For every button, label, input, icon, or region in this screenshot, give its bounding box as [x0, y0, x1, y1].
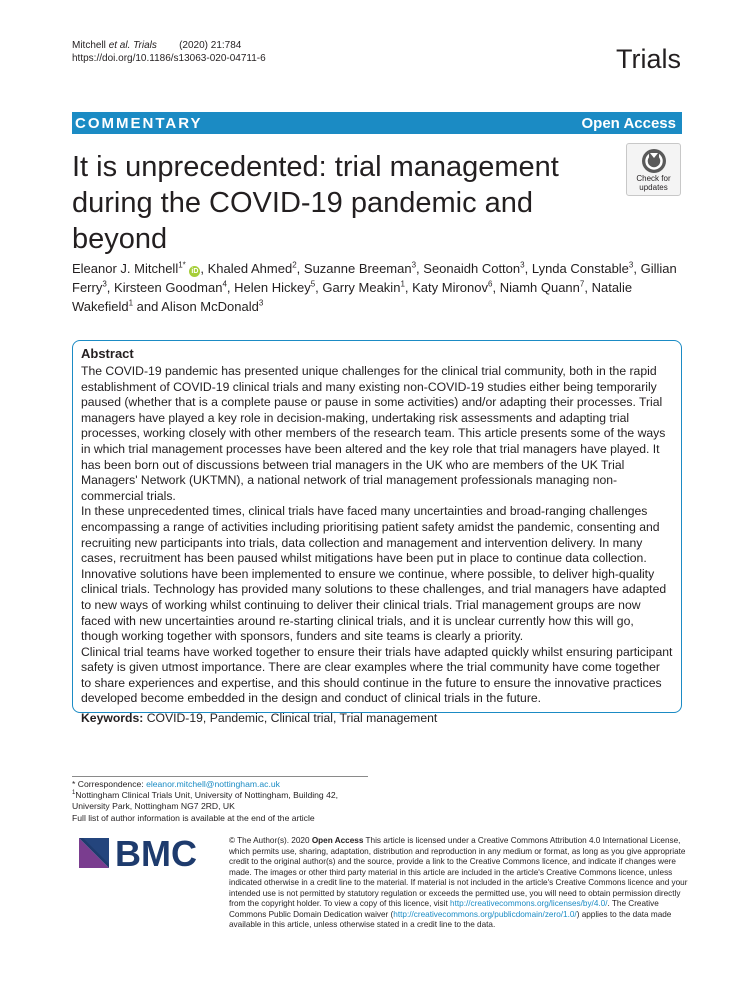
author-name: Niamh Quann — [499, 280, 580, 295]
license-text-1: This article is licensed under a Creative Commons Attribution 4.0 International License, which permits use, sharing, adaptation, distribution and reproduction in any medium or format, as long as you give appropriate credit to the original author(s) and the source, provide a link to the Creative Commons licence, and indicate if changes were made. The images or other third party material in this article are included in the article's Creative Commons licence, unless indicated otherwise in a credit line to the material. If material is not included in the article's Creative Commons licence and your intended use is not permitted by statutory regulation or exceeds the permitted use, you will need to obtain permission directly from the copyright holder. To view a copy of this licence, visit — [229, 836, 688, 908]
author-name: Helen Hickey — [234, 280, 311, 295]
bmc-logo — [79, 832, 213, 872]
volume-info: (2020) 21:784 — [179, 40, 242, 51]
author-affiliation-sup: 1 — [128, 298, 134, 308]
author-affiliation-sup: 3 — [520, 260, 525, 270]
cc-by-link[interactable]: http://creativecommons.org/licenses/by/4.0/ — [450, 899, 608, 908]
copyright: © The Author(s). 2020 — [229, 836, 310, 845]
orcid-icon[interactable]: iD — [191, 268, 199, 275]
full-author-info-note: Full list of author information is available at the end of the article — [72, 812, 315, 823]
bmc-logo-text: BMC — [115, 833, 197, 872]
author-affiliation-sup: 3 — [258, 298, 264, 308]
check-updates-line2: updates — [639, 183, 668, 192]
author-separator: , — [584, 280, 592, 295]
author[interactable] — [423, 261, 524, 276]
cc-zero-link[interactable]: http://creativecommons.org/publicdomain/zero/1.0/ — [393, 909, 577, 919]
correspondence-label: * Correspondence: — [72, 779, 144, 789]
license-text-2: . The Creative Commons Public Domain Dedication waiver ( — [229, 899, 659, 919]
correspondence-email[interactable]: eleanor.mitchell@nottingham.ac.uk — [146, 779, 280, 789]
author-separator: , — [416, 261, 424, 276]
license-open-access: Open Access — [311, 836, 364, 845]
abstract-box — [72, 340, 682, 726]
author-separator: and — [133, 299, 162, 314]
author-name: Katy Mironov — [412, 280, 488, 295]
author-affiliation-sup: 2 — [292, 260, 297, 270]
author-name: Garry Meakin — [322, 280, 401, 295]
author-affiliation-sup: 3 — [628, 260, 634, 270]
keywords-label: Keywords: — [81, 711, 144, 726]
check-updates-line1: Check for — [636, 174, 671, 183]
author-name: Lynda Constable — [531, 261, 629, 276]
author-name: Khaled Ahmed — [207, 261, 293, 276]
abstract-paragraph-1: The COVID-19 pandemic has presented unique challenges for the clinical trial community, both in the rapid establishment of COVID-19 clinical trials and many existing non-COVID-19 studies either being temporarily paused (whether that is a complete pause or pause in some activities) and/or adapting their processes. Trial managers have played a key role in decision-making, undertaking risk assessments and adapting trial processes, working closely with other members of the research team. This article presents some of the ways in which trial management processes have been altered and the key role that trial managers have played. It has been born out of discussions between trial managers in the UK who are members of the UK Trial Managers' Network (UKTMN), a national network of trial management professionals managing non-commercial trials. — [81, 364, 666, 503]
author[interactable] — [234, 280, 315, 295]
license-text-3: ) applies to the data made available in this article, unless otherwise stated in a credit line to the data. — [229, 909, 672, 929]
author[interactable] — [161, 299, 263, 314]
author-separator: , — [492, 280, 500, 295]
author-affiliation-sup: 4 — [222, 279, 227, 289]
author-affiliation-sup: 3 — [102, 279, 107, 289]
et-al: et al. — [108, 40, 131, 51]
author-name: Kirsteen Goodman — [114, 280, 223, 295]
abstract-heading: Abstract — [81, 346, 134, 361]
check-for-updates-button[interactable] — [626, 143, 681, 196]
article-title: It is unprecedented: trial management during the COVID-19 pandemic and beyond — [72, 151, 559, 255]
author-name: Alison McDonald — [161, 299, 259, 314]
author[interactable] — [304, 261, 416, 276]
author-separator: , — [524, 261, 532, 276]
affiliation-line-1: Nottingham Clinical Trials Unit, University of Nottingham, Building 42, — [75, 790, 339, 801]
license-text — [229, 836, 689, 931]
article-type: COMMENTARY — [75, 114, 203, 132]
author-affiliation-sup: 6 — [488, 279, 493, 289]
author-separator: , — [200, 261, 208, 276]
author-affiliation-sup: 3 — [411, 260, 417, 270]
author-separator: , — [296, 261, 304, 276]
author-separator: , — [633, 261, 641, 276]
author-list — [72, 259, 684, 316]
author-affiliation-sup: 5 — [310, 279, 316, 289]
journal-italic: Trials — [133, 40, 157, 51]
footnotes — [72, 779, 432, 824]
article-type-bar — [72, 112, 682, 134]
keywords-list: COVID-19, Pandemic, Clinical trial, Trial management — [146, 711, 438, 726]
author-name: Gillian Ferry — [72, 261, 677, 295]
check-updates-icon — [641, 148, 667, 174]
author-affiliation-sup: 1 — [400, 279, 405, 289]
author-name: Eleanor J. Mitchell — [72, 261, 179, 276]
running-header — [72, 39, 266, 65]
open-access-label: Open Access — [581, 114, 676, 132]
author[interactable] — [532, 261, 634, 276]
author-separator: , — [404, 280, 413, 295]
author-separator: , — [226, 280, 235, 295]
footnote-divider — [72, 776, 368, 777]
author[interactable] — [208, 261, 297, 276]
author[interactable] — [500, 280, 585, 295]
abstract-paragraph-3: Clinical trial teams have worked together to ensure their trials have adapted quickly whilst ensuring participant safety is given utmost importance. There are clear examples where the trial community have come together to share experiences and expertise, and this should continue in the future to ensure the innovative practices developed become embedded in the design and conduct of clinical trials in the future. — [81, 644, 673, 706]
journal-name: Trials — [616, 44, 681, 74]
keywords — [81, 711, 673, 725]
affiliation-number: 1 — [72, 790, 76, 797]
author[interactable] — [322, 280, 404, 295]
author[interactable] — [72, 261, 200, 276]
author-affiliation-sup: 7 — [579, 279, 585, 289]
author-name: Natalie Wakefield — [72, 280, 633, 314]
author-separator: , — [315, 280, 323, 295]
doi-link[interactable]: https://doi.org/10.1186/s13063-020-04711-6 — [72, 53, 266, 64]
author-affiliation-sup: 1* — [178, 260, 186, 270]
author-name: Suzanne Breeman — [303, 261, 412, 276]
author[interactable] — [412, 280, 492, 295]
abstract-paragraph-2: In these unprecedented times, clinical trials have faced many uncertainties and broad-ranging challenges encompassing a range of activities including prioritising patient safety amidst the pandemic, consenting and recruiting new participants into trials, data collection and management and intervention delivery. In many cases, recruitment has been paused whilst mitigations have been put in place to continue data collection. Innovative solutions have been implemented to ensure we continue, where possible, to deliver high-quality clinical trials. Technology has provided many solutions to these challenges, and trial managers have adapted to new ways of working whilst continuing to deliver their clinical trials. Trial management groups are now faced with new uncertainties around re-starting clinical trials, and it is unclear currently how this will go, though working together with sponsors, funders and site teams is clearly a priority. — [81, 504, 667, 644]
author-name: Seonaidh Cotton — [423, 261, 521, 276]
affiliation-line-2: University Park, Nottingham NG7 2RD, UK — [72, 801, 235, 812]
author-separator: , — [106, 280, 115, 295]
author[interactable] — [114, 280, 227, 295]
author-short: Mitchell — [72, 40, 106, 51]
